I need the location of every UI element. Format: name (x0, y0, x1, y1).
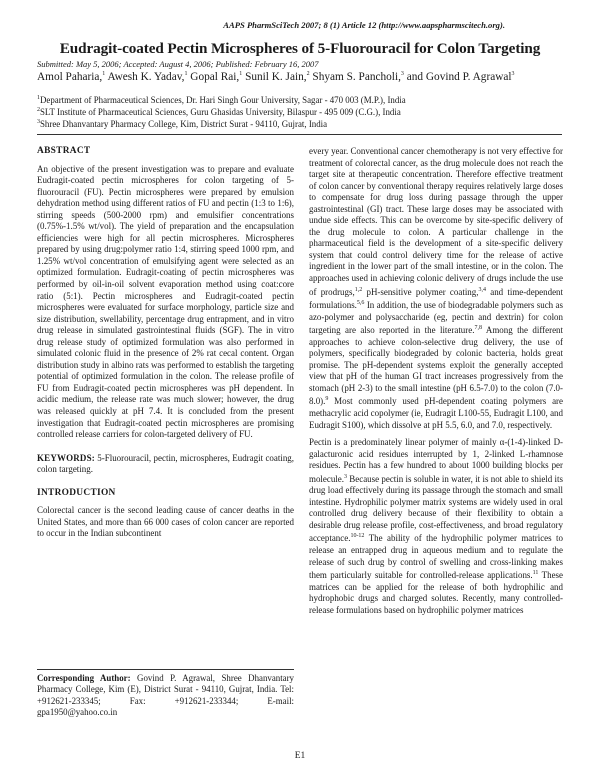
submission-dates: Submitted: May 5, 2006; Accepted: August 4, 2006; Published: February 16, 2007 (37, 59, 319, 69)
body-text: pH-sensitive polymer coating, (362, 286, 479, 297)
author-list (37, 71, 515, 83)
corresponding-author-note (37, 673, 294, 718)
corresponding-label: Corresponding Author: (37, 673, 131, 683)
body-text: The ability of the hydrophilic polymer matrices to release an entrapped drug in aqueous medium and to regulate the release of such drug by control of swelling and cross-linking makes them particularly suitable for controlled-release applications. (309, 533, 563, 581)
author-name: Amol Paharia, (37, 71, 103, 83)
affiliation-sup: 2 (37, 107, 40, 114)
body-text: Because pectin is soluble in water, it is not able to shield its drug load effectively during its passage through the stomach and small intestine. Hydrophilic polymer matrix systems are widely used in oral controlled drug delivery because of their flexibility to obtain a desirable drug release profile, cost-effectiveness, and broad regulatory acceptance. (309, 473, 563, 544)
body-text: These matrices can be applied for the release of both hydrophilic and hydrophobic drugs and charged solutes. Recently, many controlled-release formulations based on hydrophilic polymer matrices (309, 570, 563, 615)
author-name: Shyam S. Pancholi, (309, 71, 401, 83)
keywords-paragraph (37, 453, 294, 476)
header-divider (37, 134, 562, 135)
author-name: Gopal Rai, (187, 71, 240, 83)
body-text: Among the different approaches to achieve colon-selective drug delivery, the use of polymers, specifically biodegraded by colonic bacteria, holds great promise. The pH-dependent systems exploit the generally accepted view that pH of the human GI tract increases progressively from the stomach (pH 2-3) to the small intestine (pH 6.5-7.0) to the colon (7.0-8.0). (309, 325, 563, 407)
page-number: E1 (294, 751, 306, 761)
author-affil-sup: 3 (511, 71, 515, 78)
author-affil-sup: 1 (102, 71, 106, 78)
affiliation-2 (37, 107, 401, 117)
affiliation-text: Department of Pharmaceutical Sciences, Dr. Hari Singh Gour University, Sagar - 470 003 (M.P.), India (40, 95, 406, 105)
affiliation-sup: 3 (37, 119, 40, 126)
corresponding-text: Govind P. Agrawal, Shree Dhanvantary Pharmacy College, Kim (E), District Surat - 94110, Gujrat, India. Tel: +912621-233345; Fax: +912621-233344; E-mail: gpa1950@yahoo.co.in (37, 673, 294, 717)
affiliation-1 (37, 95, 406, 105)
body-paragraph-1 (309, 146, 563, 431)
keywords-label: KEYWORDS: (37, 452, 95, 463)
abstract-text: An objective of the present investigation was to prepare and evaluate Eudragit-coated pectin microspheres for colon targeting of 5-fluorouracil (FU). Pectin microspheres were prepared by emulsion dehydration method using different ratios of FU and pectin (1:3 to 1:6), stirring speeds (500-2000 rpm) and emulsifier concentrations (0.75%-1.5% wt/vol). The yield of preparation and the encapsulation efficiencies were high for all pectin microspheres. Microspheres prepared by using drug:polymer ratio 1:4, stirring speed 1000 rpm, and 1.25% wt/vol concentration of emulsifying agent were selected as an optimized formulation. Eudragit-coating of pectin microspheres was performed by oil-in-oil solvent evaporation method using coat:core ratio (5:1). Pectin microspheres and Eudragit-coated pectin microspheres were evaluated for surface morphology, particle size and size distribution, swellability, percentage drug entrapment, and in vitro drug release in simulated gastrointestinal fluids (SGF). The in vitro drug release study of optimized formulation was also performed in simulated colonic fluid in the presence of 2% rat cecal content. Organ distribution study in albino rats was performed to establish the targeting potential of optimized formulation in the colon. The release profile of FU from Eudragit-coated pectin microspheres was pH dependent. In acidic medium, the release rate was much slower; however, the drug was released quickly at pH 7.4. It is concluded from the present investigation that Eudragit-coated pectin microspheres are promising controlled release carriers for colon-targeted delivery of FU. (37, 163, 294, 440)
citation-sup: 1,2 (354, 286, 363, 293)
author-name: and Govind P. Agrawal (403, 71, 512, 83)
body-text: Pectin is a predominately linear polymer of mainly α-(1-4)-linked D-galacturonic acid residues interrupted by 1, 2-linked L-rhamnose residues. Pectin has a few hundred to about 1000 building blocks per molecule. (309, 437, 563, 484)
affiliation-text: Shree Dhanvantary Pharmacy College, Kim, District Surat - 94110, Gujrat, India (40, 119, 328, 129)
citation-sup: 7,8 (474, 325, 482, 332)
introduction-text: Colorectal cancer is the second leading cause of cancer deaths in the United States, and more than 66 000 cases of colon cancer are reported to occur in the Indian subcontinent (37, 505, 294, 539)
body-text: every year. Conventional cancer chemotherapy is not very effective for treatment of colorectal cancer, as the drug molecule does not reach the target site at therapeutic concentration. Therefore effective treatment of colon cancer by conventional therapy requires relatively large doses to compensate for drug loss during passage through the upper gastrointestinal (GI) tract. These large doses may be associated with undue side effects. This can be overcome by site-specific delivery of the drug molecule to colon. A particular challenge in the pharmaceutical field is the development of a site-specific delivery system that could control delivery time for the release of active ingredient in the lower part of the small intestine, or in the colon. The approaches used in achieving colonic delivery of drugs include the use of prodrugs, (309, 146, 563, 297)
body-text: In addition, the use of biodegradable polymers such as azo-polymer and polysaccharide (eg, pectin and dextrin) for colon targeting are also reported in the literature. (309, 300, 563, 336)
right-column (309, 146, 563, 616)
article-title: Eudragit-coated Pectin Microspheres of 5-Fluorouracil for Colon Targeting (59, 40, 541, 57)
footnote-divider (37, 669, 294, 670)
citation-sup: 9 (325, 396, 329, 403)
citation-sup: 11 (532, 570, 539, 577)
affiliation-sup: 1 (37, 95, 40, 102)
body-paragraph-2 (309, 437, 563, 616)
author-affil-sup: 1 (239, 71, 243, 78)
body-text: and time-dependent formulations. (309, 286, 563, 311)
author-name: Sunil K. Jain, (242, 71, 307, 83)
citation-sup: 3,4 (478, 286, 486, 293)
citation-sup: 5,6 (356, 300, 365, 307)
body-text: Most commonly used pH-dependent coating polymers are methacrylic acid copolymer (ie, Eudragit L100-55, Eudragit L100, and Eudragit S100), which dissolve at pH 5.5, 6.0, and 7.0, respectively. (309, 396, 563, 430)
affiliation-text: SLT Institute of Pharmaceutical Sciences, Guru Ghasidas University, Bilaspur - 495 009 (C.G.), India (40, 107, 401, 117)
citation-sup: 10-12 (350, 533, 365, 540)
author-affil-sup: 3 (400, 71, 404, 78)
running-head: AAPS PharmSciTech 2007; 8 (1) Article 12 (http://www.aapspharmscitech.org). (223, 20, 505, 30)
introduction-heading: INTRODUCTION (37, 487, 116, 498)
author-affil-sup: 2 (306, 71, 310, 78)
author-affil-sup: 1 (184, 71, 188, 78)
citation-sup: 3 (344, 473, 347, 480)
author-name: Awesh K. Yadav, (105, 71, 185, 83)
affiliation-3 (37, 119, 327, 129)
keywords-text: 5-Fluorouracil, pectin, microspheres, Eudragit coating, colon targeting. (37, 452, 294, 475)
abstract-heading: ABSTRACT (37, 146, 91, 156)
left-column (37, 146, 294, 540)
